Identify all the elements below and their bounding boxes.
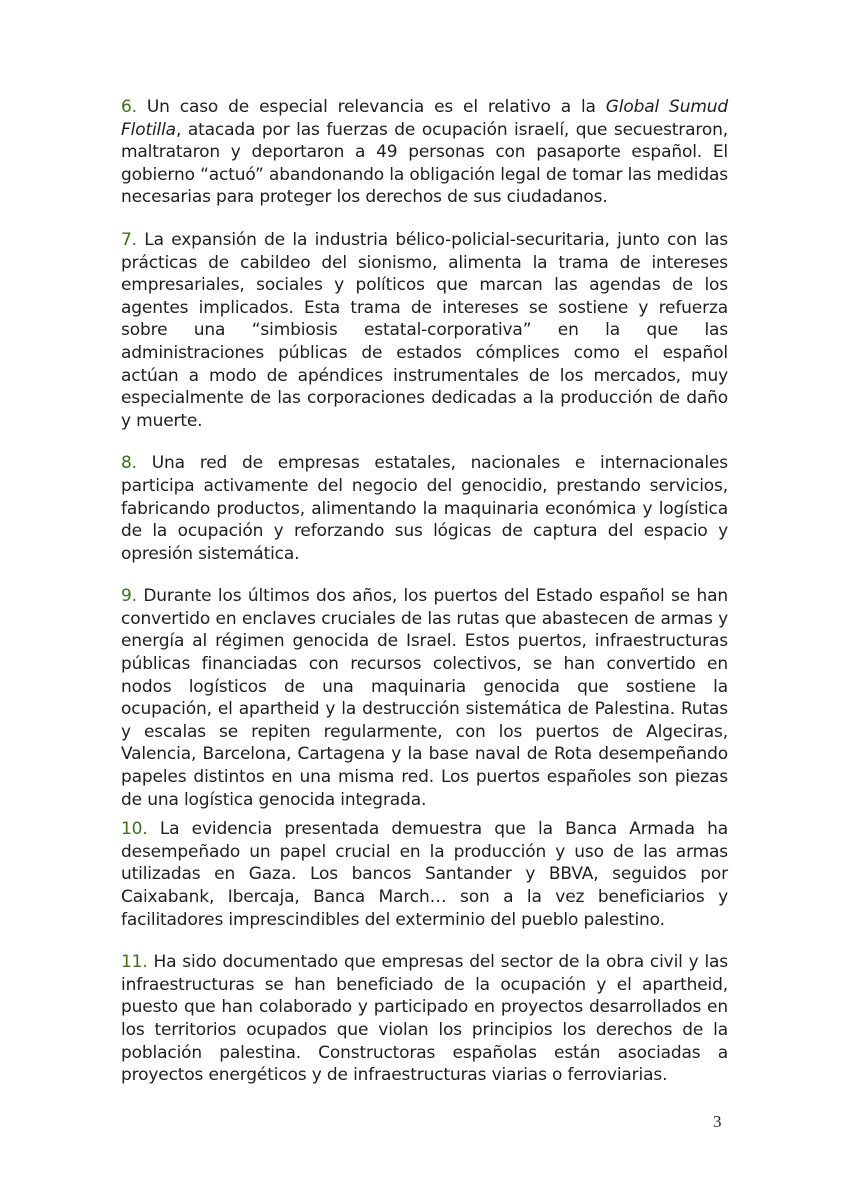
paragraph-6: [121, 96, 728, 209]
paragraph-text: Una red de empresas estatales, nacionales e internacionales participa activamente del negocio del genocidio, prestando servicios, fabricando productos, alimentando la maquinaria económica y logística de la ocupación y reforzando sus lógicas de captura del espacio y opresión sistemática.: [121, 453, 728, 564]
page-body: [121, 96, 728, 1087]
paragraph-text: La evidencia presentada demuestra que la Banca Armada ha desempeñado un papel crucial en la producción y uso de las armas utilizadas en Gaza. Los bancos Santander y BBVA, seguidos por Caixabank, Ibercaja, Banca March… son a la vez beneficiarios y facilitadores imprescindibles del exterminio del pueblo palestino.: [121, 819, 728, 930]
paragraph-text: , atacada por las fuerzas de ocupación israelí, que secuestraron, maltrataron y deportaron a 49 personas con pasaporte español. El gobierno “actuó” abandonando la obligación legal de tomar las medidas necesarias para proteger los derechos de sus ciudadanos.: [121, 119, 728, 208]
paragraph-8: [121, 452, 728, 565]
paragraph-text: La expansión de la industria bélico-policial-securitaria, junto con las prácticas de cabildeo del sionismo, alimenta la trama de intereses empresariales, sociales y políticos que marcan las agendas de los agentes implicados. Esta trama de intereses se sostiene y refuerza sobre una “simbiosis estatal-corporativa” en la que las administraciones públicas de estados cómplices como el español actúan a modo de apéndices instrumentales de los mercados, muy especialmente de las corporaciones dedicadas a la producción de daño y muerte.: [121, 229, 728, 431]
paragraph-number: 6.: [121, 97, 137, 117]
paragraph-11: [121, 951, 728, 1087]
page-number: 3: [713, 1112, 722, 1131]
paragraph-7: [121, 229, 728, 432]
paragraph-number: 10.: [121, 819, 148, 840]
paragraph-number: 8.: [121, 453, 137, 474]
paragraph-text: Un caso de especial relevancia es el relativo a la: [136, 97, 606, 117]
paragraph-number: 11.: [121, 952, 148, 973]
paragraph-italic-text: Global Sumud Flotilla: [121, 97, 728, 140]
paragraph-number: 7.: [121, 229, 137, 250]
paragraph-text: Ha sido documentado que empresas del sector de la obra civil y las infraestructuras se han beneficiado de la ocupación y el apartheid, puesto que han colaborado y participado en proyectos desarrollados en los territorios ocupados que violan los principios los derechos de la población palestina. Constructoras españolas están asociadas a proyectos energéticos y de infraestructuras viarias o ferroviarias.: [121, 952, 728, 1086]
paragraph-10: [121, 818, 728, 931]
paragraph-9: [121, 585, 728, 811]
paragraph-text: Durante los últimos dos años, los puertos del Estado español se han convertido en enclaves cruciales de las rutas que abastecen de armas y energía al régimen genocida de Israel. Estos puertos, infraestructuras públicas financiadas con recursos colectivos, se han convertido en nodos logísticos de una maquinaria genocida que sostiene la ocupación, el apartheid y la destrucción sistemática de Palestina. Rutas y escalas se repiten regularmente, con los puertos de Algeciras, Valencia, Barcelona, Cartagena y la base naval de Rota desempeñando papeles distintos en una misma red. Los puertos españoles son piezas de una logística genocida integrada.: [121, 586, 728, 810]
paragraph-number: 9.: [121, 586, 137, 607]
